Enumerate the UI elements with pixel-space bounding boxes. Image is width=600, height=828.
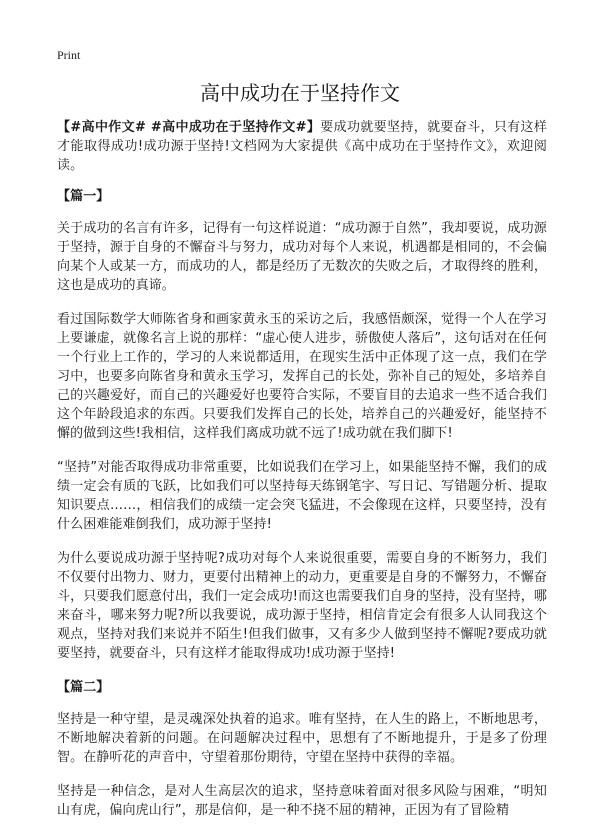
article-body — [57, 118, 547, 828]
section-heading-1: 【篇一】 — [57, 189, 110, 204]
intro-paragraph — [57, 118, 547, 175]
print-link[interactable]: Print — [57, 48, 81, 62]
section-1-paragraph-1: 关于成功的名言有许多，记得有一句这样说道：“成功源于自然”，我却要说，成功源于坚持，源于自身的不懈奋斗与努力，成功对每个人来说，机遇都是相同的，不会偏向某个人或某一方，而成功的人，都是经历了无数次的失败之后，才取得终的胜利，这也是成功的真谛。 — [57, 221, 547, 293]
section-1-paragraph-2: 看过国际数学大师陈省身和画家黄永玉的采访之后，我感悟颇深，觉得一个人在学习上要谦虚，就像名言上说的那样：“虚心使人进步，骄傲使人落后”，这句话对在任何一个行业上工作的，学习的人来说都适用，在现实生活中正体现了这一点，我们在学习中，也要多向陈省身和黄永玉学习，发挥自己的长处，弥补自己的短处，多培养自己的兴趣爱好，而自己的兴趣爱好也要符合实际，不要盲目的去追求一些不适合我们这个年龄段追求的东西。只要我们发挥自己的长处，培养自己的兴趣爱好，能坚持不懈的做到这些!我相信，这样我们离成功就不远了!成功就在我们脚下! — [57, 312, 547, 441]
intro-text: 要成功就要坚持，就要奋斗，只有这样才能取得成功!成功源于坚持!文档网为大家提供《高中成功在于坚持作文》，欢迎阅读。 — [57, 120, 547, 173]
section-1-paragraph-4: 为什么要说成功源于坚持呢?成功对每个人来说很重要，需要自身的不断努力，我们不仅要付出物力、财力，更要付出精神上的动力，更重要是自身的不懈努力，不懈奋斗，只要我们愿意付出，我们一定会成功!而这也需要我们自身的坚持，没有坚持，哪来奋斗，哪来努力呢?所以我要说，成功源于坚持，相信肯定会有很多人认同我这个观点，坚持对我们来说并不陌生!但我们做事，又有多少人做到坚持不懈呢?要成功就要坚持，就要奋斗，只有这样才能取得成功!成功源于坚持! — [57, 551, 548, 661]
section-heading-2: 【篇二】 — [57, 680, 110, 695]
intro-tags: 【#高中作文# #高中成功在于坚持作文#】 — [57, 120, 321, 135]
section-2-paragraph-2: 坚持是一种信念，是对人生高层次的追求，坚持意味着面对很多风险与困难，“明知山有虎，偏向虎山行”，那是信仰，是一种不挠不屈的精神，正因为有了冒险精 — [57, 784, 547, 818]
section-2-paragraph-1: 坚持是一种守望，是灵魂深处执着的追求。唯有坚持，在人生的路上，不断地思考，不断地解决着新的问题。在问题解决过程中，思想有了不断地提升，于是多了份理智。在静听花的声音中，守望着那份期待，守望在坚持中获得的幸福。 — [57, 712, 547, 765]
page-title: 高中成功在于坚持作文 — [200, 81, 400, 105]
section-1-paragraph-3: “坚持”对能否取得成功非常重要，比如说我们在学习上，如果能坚持不懈，我们的成绩一定会有质的飞跃，比如我们可以坚持每天练钢笔字、写日记、写错题分析、提取知识要点……，相信我们的成绩一定会突飞猛进，不会像现在这样，只要坚持，没有什么困难能难倒我们，成功源于坚持! — [57, 460, 547, 532]
